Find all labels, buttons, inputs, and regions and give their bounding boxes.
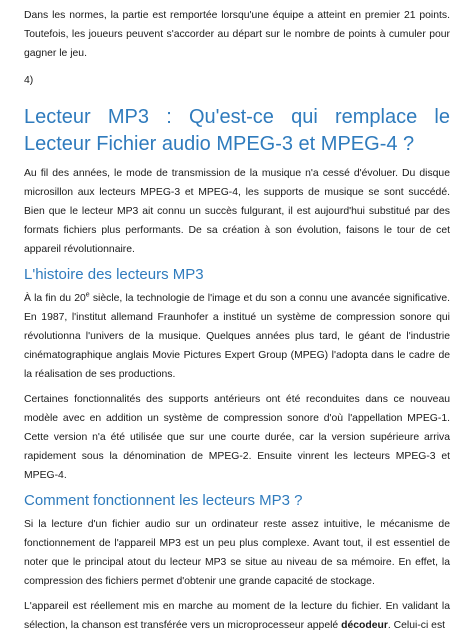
how-paragraph-2 xyxy=(24,597,450,635)
how-p2-end: . Celui-ci est xyxy=(387,620,446,631)
decodeur-bold: décodeur xyxy=(341,620,388,631)
history-p1-end: siècle, la technologie de l'image et du son a connu une avancée significative. En 1987, l'institut allemand Fraunhofer a institué un système de compression sonore qui révolutionna l'univers de la musique. Quelques années plus tard, le géant de l'industrie cinématographique anglais Movie Pictures Expert Group (MPEG) l'adopta dans le cadre de la réalisation de ses productions. xyxy=(24,293,450,380)
lead-paragraph: Au fil des années, le mode de transmission de la musique n'a cessé d'évoluer. Du disque microsillon aux lecteurs MPEG-3 et MPEG-4, les supports de musique se sont succédé. Bien que le lecteur MP3 ait connu un succès fulgurant, il est aujourd'hui substitué par des formats fichiers plus performants. De sa création à son évolution, faisons le tour de cet appareil révolutionnaire. xyxy=(24,168,450,255)
century-superscript: e xyxy=(85,291,90,299)
history-paragraph-2: Certaines fonctionnalités des supports antérieurs ont été reconduites dans ce nouveau modèle avec en addition un système de compression sonore d'où l'appellation MPEG-1. Cette version n'a été utilisée que sur une courte durée, car la version supérieure arriva rapidement sous la dénomination de MPEG-2. Ensuite vinrent les lecteurs MPEG-3 et MPEG-4. xyxy=(24,394,450,481)
history-p1-start: À la fin du 20 xyxy=(24,293,86,304)
how-p2-start: L'appareil est réellement mis en marche au moment de la lecture du fichier. En validant la sélection, la chanson est transférée vers un microprocesseur appelé xyxy=(24,601,450,631)
intro-paragraph: Dans les normes, la partie est remportée lorsqu'une équipe a atteint en premier 21 points. Toutefois, les joueurs peuvent s'accorder au départ sur le nombre de points à cumuler pour gagner le jeu. xyxy=(24,10,450,59)
history-paragraph-1 xyxy=(24,289,450,384)
how-paragraph-1: Si la lecture d'un fichier audio sur un ordinateur reste assez intuitive, le mécanisme de fonctionnement de l'appareil MP3 est un peu plus complexe. Avant tout, il est essentiel de noter que le principal atout du lecteur MP3 se situe au niveau de sa mémoire. En effet, la compression des fichiers permet d'obtenir une grande capacité de stockage. xyxy=(24,519,450,587)
how-heading: Comment fonctionnent les lecteurs MP3 ? xyxy=(24,492,303,509)
main-title: Lecteur MP3 : Qu'est-ce qui remplace le Lecteur Fichier audio MPEG-3 et MPEG-4 ? xyxy=(24,106,450,155)
section-number: 4) xyxy=(24,75,34,86)
history-heading: L'histoire des lecteurs MP3 xyxy=(24,266,204,283)
